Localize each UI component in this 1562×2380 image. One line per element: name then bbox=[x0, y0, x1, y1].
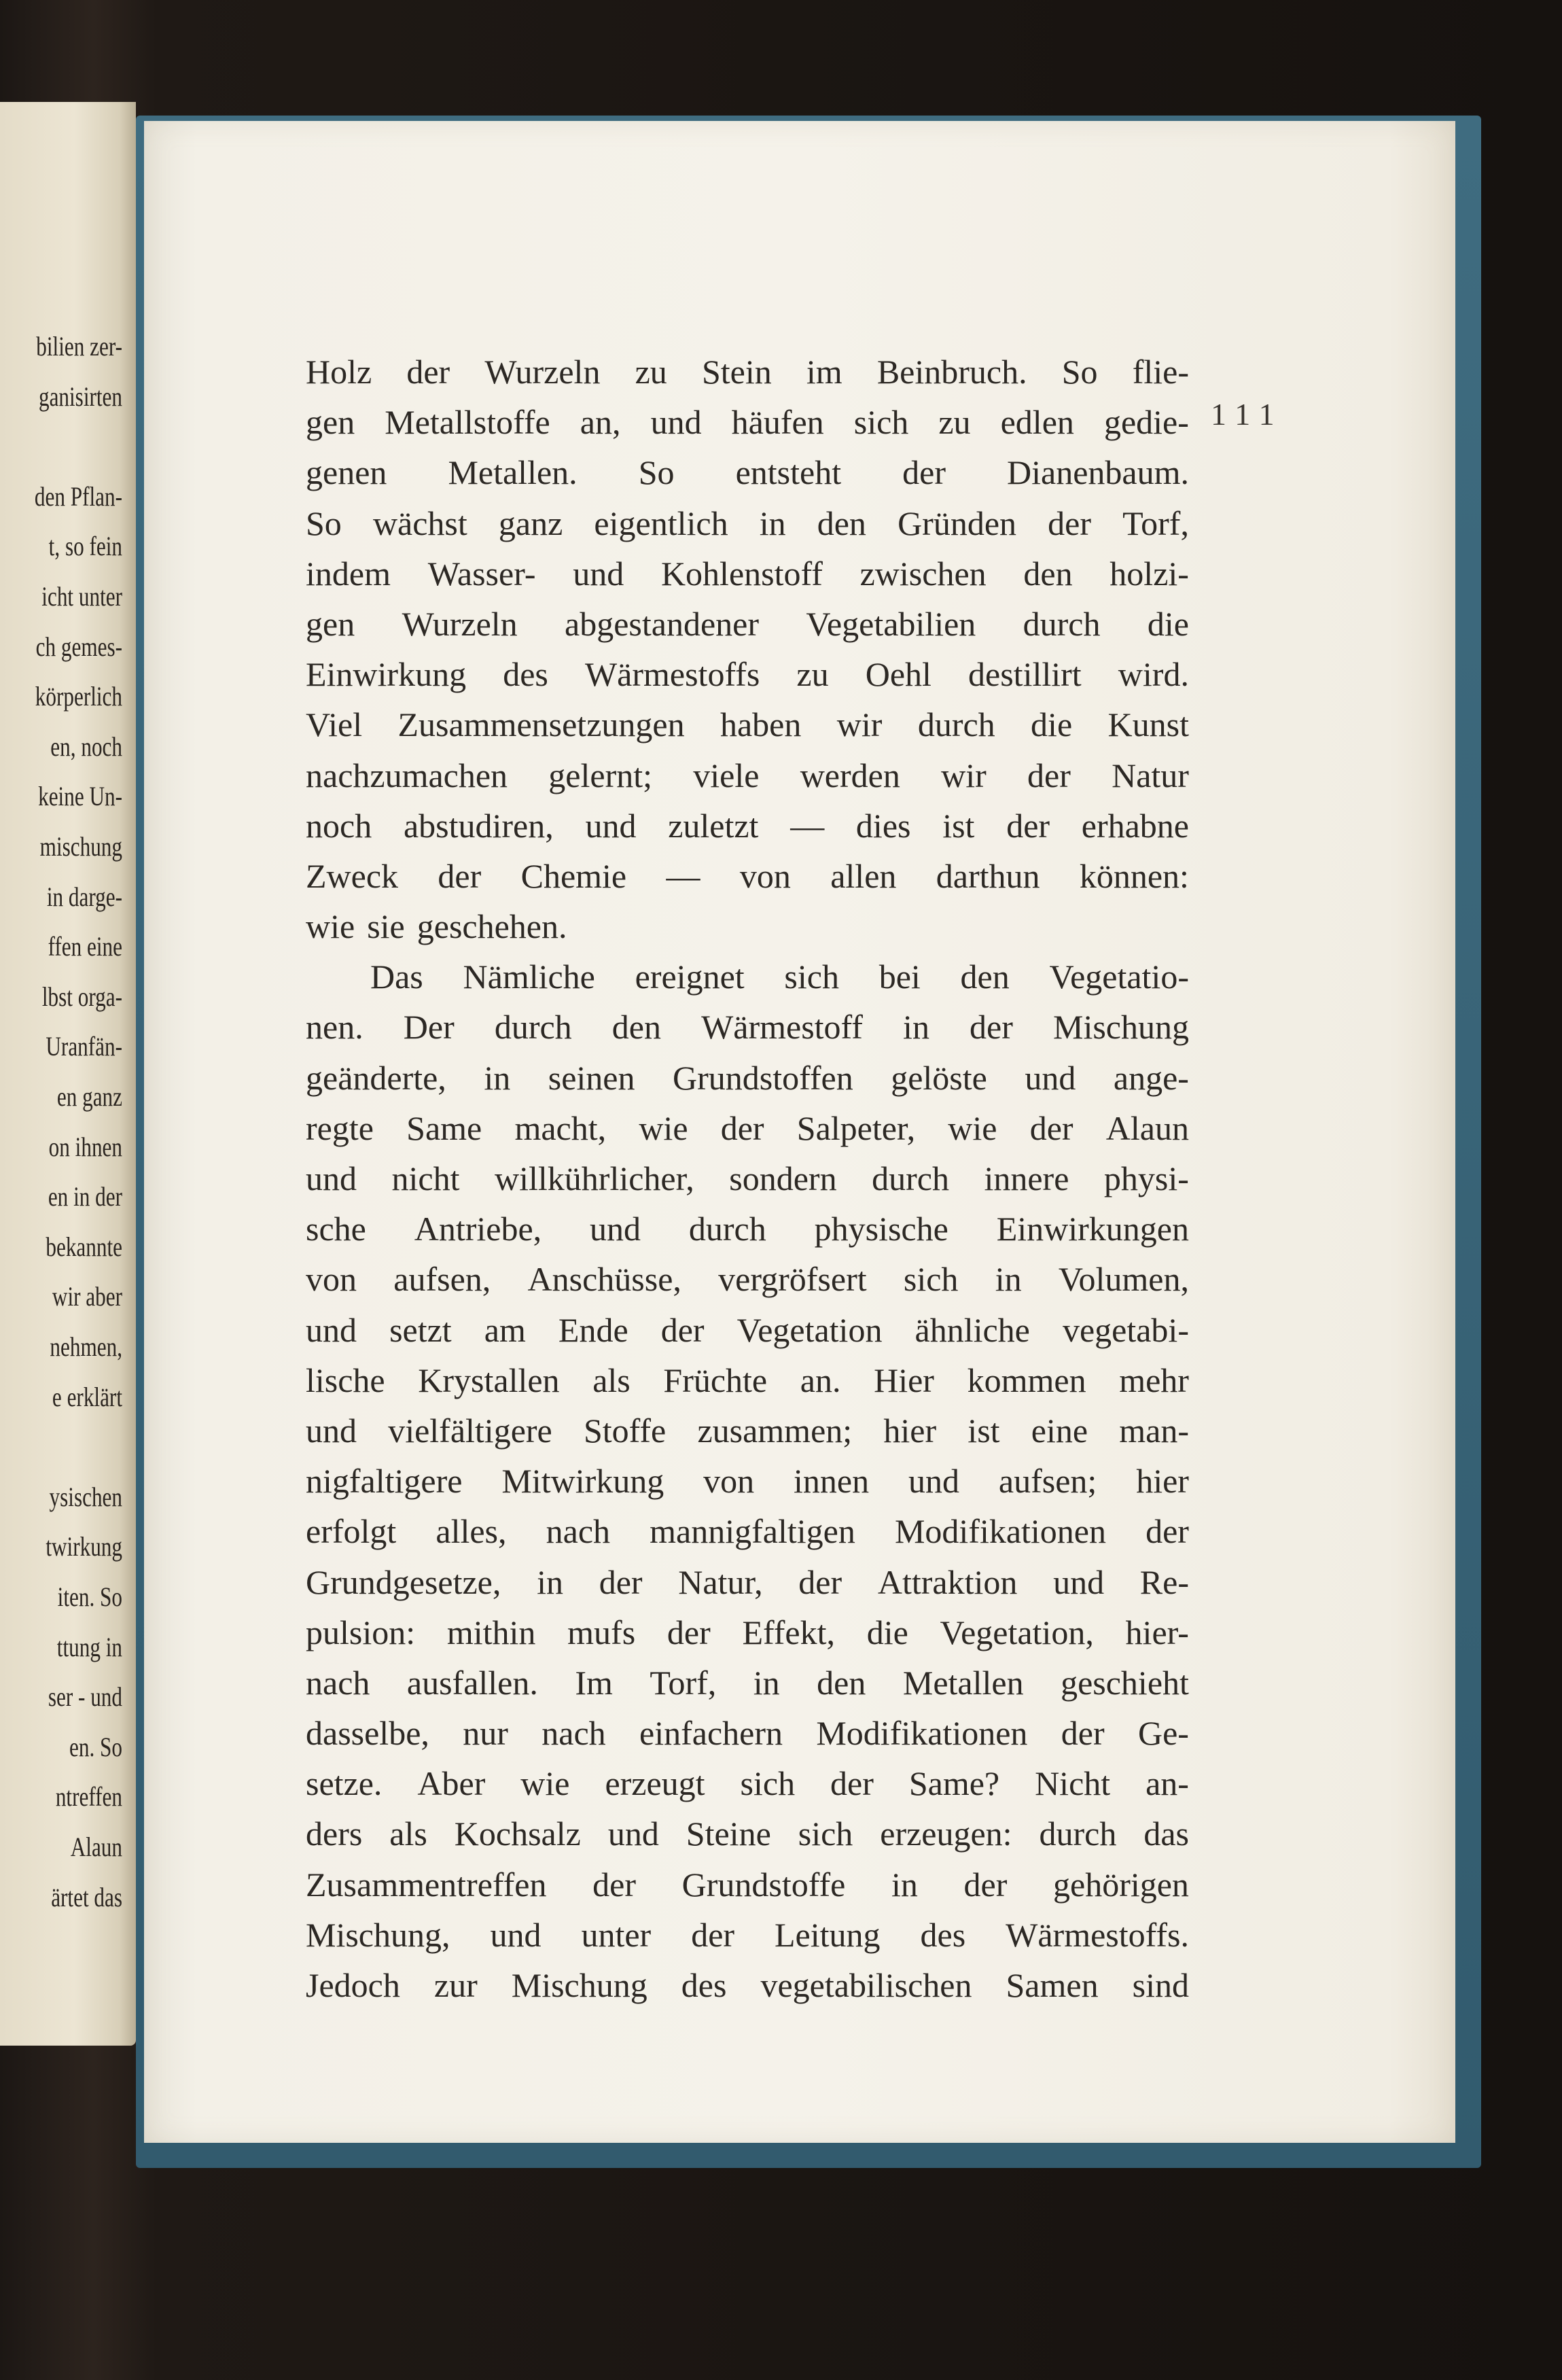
left-page-line: körperlich bbox=[35, 681, 122, 712]
left-page-line: icht unter bbox=[41, 581, 122, 612]
text-line: Zusammentreffen der Grundstoffe in der gehörigen bbox=[306, 1865, 1189, 1904]
left-page-line: ch gemes- bbox=[35, 631, 122, 662]
text-line: ders als Kochsalz und Steine sich erzeugen: durch das bbox=[306, 1815, 1189, 1853]
text-line: Einwirkung des Wärmestoffs zu Oehl destillirt wird. bbox=[306, 655, 1189, 694]
body-text bbox=[306, 347, 1189, 2010]
text-line: nen. Der durch den Wärmestoff in der Mischung bbox=[306, 1008, 1189, 1047]
text-line: lische Krystallen als Früchte an. Hier kommen mehr bbox=[306, 1361, 1189, 1399]
text-line: gen Metallstoffe an, und häufen sich zu edlen gedie- bbox=[306, 403, 1189, 442]
left-page-line: mischung bbox=[39, 831, 122, 862]
left-page-line: ffen eine bbox=[48, 931, 122, 962]
text-line: noch abstudiren, und zuletzt — dies ist der erhabne bbox=[306, 806, 1189, 845]
left-page-line: twirkung bbox=[46, 1531, 122, 1562]
text-line: Zweck der Chemie — von allen darthun können: bbox=[306, 856, 1189, 895]
left-page-line: on ihnen bbox=[48, 1131, 122, 1162]
left-page-line: nehmen, bbox=[50, 1331, 122, 1362]
left-page-line: ärtet das bbox=[51, 1881, 122, 1912]
text-line: von aufsen, Anschüsse, vergröfsert sich in Volumen, bbox=[306, 1260, 1189, 1299]
left-page-line: Uranfän- bbox=[46, 1031, 122, 1062]
text-line: und nicht willkührlicher, sondern durch innere physi- bbox=[306, 1159, 1189, 1197]
text-line: Viel Zusammensetzungen haben wir durch die Kunst bbox=[306, 705, 1189, 744]
text-line: Das Nämliche ereignet sich bei den Vegetatio- bbox=[370, 958, 1189, 996]
left-page-line: keine Un- bbox=[38, 781, 122, 812]
text-line: So wächst ganz eigentlich in den Gründen der Torf, bbox=[306, 504, 1189, 542]
page-number: 111 bbox=[1211, 397, 1284, 432]
text-line: wie sie geschehen. bbox=[306, 907, 567, 946]
left-page-line: en in der bbox=[48, 1181, 122, 1212]
text-line: Mischung, und unter der Leitung des Wärmestoffs. bbox=[306, 1915, 1189, 1954]
left-page-line: den Pflan- bbox=[34, 480, 122, 512]
text-line: nachzumachen gelernt; viele werden wir der Natur bbox=[306, 756, 1189, 794]
text-line: indem Wasser- und Kohlenstoff zwischen den holzi- bbox=[306, 554, 1189, 593]
text-line: nach ausfallen. Im Torf, in den Metallen geschieht bbox=[306, 1663, 1189, 1702]
left-page-line: ttung in bbox=[56, 1631, 122, 1662]
left-page-line: en ganz bbox=[56, 1081, 122, 1112]
left-page-line: wir aber bbox=[52, 1281, 122, 1312]
left-page-line: ser - und bbox=[48, 1681, 122, 1713]
text-line: genen Metallen. So entsteht der Dianenbaum. bbox=[306, 453, 1189, 492]
text-line: Grundgesetze, in der Natur, der Attraktion und Re- bbox=[306, 1562, 1189, 1601]
text-line: und setzt am Ende der Vegetation ähnliche vegetabi- bbox=[306, 1310, 1189, 1349]
text-line: pulsion: mithin mufs der Effekt, die Vegetation, hier- bbox=[306, 1613, 1189, 1651]
left-page-line: t, so fein bbox=[48, 531, 122, 562]
left-page-line: bilien zer- bbox=[36, 331, 122, 362]
text-line: und vielfältigere Stoffe zusammen; hier ist eine man- bbox=[306, 1411, 1189, 1450]
left-page-line: ysischen bbox=[49, 1481, 122, 1512]
left-page-line bbox=[27, 426, 122, 467]
left-page-line: iten. So bbox=[57, 1581, 122, 1612]
text-line: nigfaltigere Mitwirkung von innen und aufsen; hier bbox=[306, 1462, 1189, 1501]
left-page-line: ntreffen bbox=[55, 1781, 122, 1813]
left-page-line: bekannte bbox=[46, 1231, 122, 1262]
text-line: dasselbe, nur nach einfachern Modifikationen der Ge- bbox=[306, 1714, 1189, 1753]
text-line: setze. Aber wie erzeugt sich der Same? Nicht an- bbox=[306, 1764, 1189, 1803]
left-facing-page bbox=[0, 102, 136, 2046]
left-page-line: en, noch bbox=[50, 731, 122, 762]
text-line: erfolgt alles, nach mannigfaltigen Modifikationen der bbox=[306, 1512, 1189, 1551]
text-line: regte Same macht, wie der Salpeter, wie der Alaun bbox=[306, 1108, 1189, 1147]
left-page-line: ganisirten bbox=[38, 381, 122, 412]
left-page-line: lbst orga- bbox=[41, 981, 122, 1012]
left-page-line: Alaun bbox=[70, 1832, 122, 1862]
left-page-line: e erklärt bbox=[52, 1381, 122, 1412]
text-line: geänderte, in seinen Grundstoffen gelöste und ange- bbox=[306, 1058, 1189, 1097]
text-line: gen Wurzeln abgestandener Vegetabilien durch die bbox=[306, 604, 1189, 643]
text-line: sche Antriebe, und durch physische Einwirkungen bbox=[306, 1210, 1189, 1248]
left-page-line: in darge- bbox=[46, 881, 122, 912]
left-page-line bbox=[27, 1427, 122, 1467]
text-line: Holz der Wurzeln zu Stein im Beinbruch. So flie- bbox=[306, 353, 1189, 391]
text-line: Jedoch zur Mischung des vegetabilischen Samen sind bbox=[306, 1966, 1189, 2004]
left-page-line: en. So bbox=[69, 1731, 122, 1762]
